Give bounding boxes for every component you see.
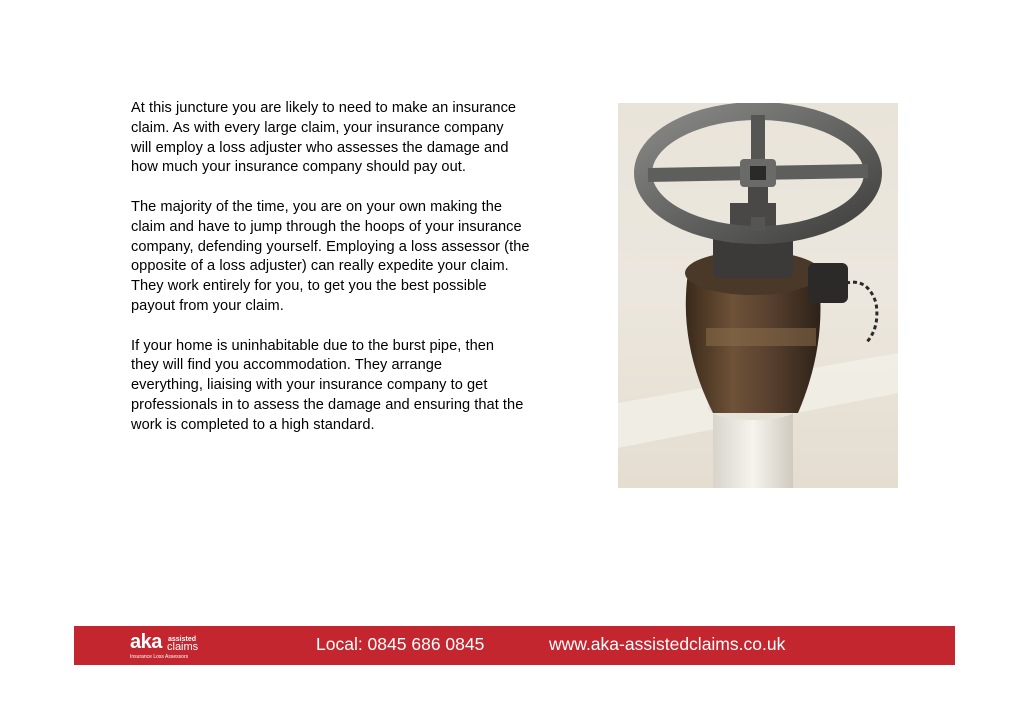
footer-phone: Local: 0845 686 0845 [316, 634, 485, 654]
logo-assisted-text: assisted [168, 636, 197, 643]
logo-aka-text: aka [130, 631, 162, 653]
logo-tagline: Insurance Loss Assessors [130, 654, 189, 660]
valve-illustration [618, 103, 898, 488]
paragraph-accommodation: If your home is uninhabitable due to the burst pipe, then they will find you accommodation. They arrange everything, liaising with your insurance company to get professionals in to assess the damage and ensuring that the work is completed to a high standard. [131, 337, 524, 433]
paragraph-loss-assessor: The majority of the time, you are on your own making the claim and have to jump through the hoops of your insurance company, defending yourself. Employing a loss assessor (the opposite of a loss adjuster) can really expedite your claim. They work entirely for you, to get you the best possible payout from your claim. [131, 198, 530, 314]
valve-photo [618, 103, 898, 488]
footer-bar [74, 626, 955, 665]
body-text [131, 99, 601, 455]
paragraph-insurance-claim: At this juncture you are likely to need to make an insurance claim. As with every large claim, your insurance company will employ a loss adjuster who assesses the damage and how much your insurance company should pay out. [131, 100, 517, 176]
footer-website-link[interactable]: www.aka-assistedclaims.co.uk [549, 634, 786, 654]
aka-logo [130, 631, 220, 660]
logo-claims-text: claims [167, 641, 199, 653]
